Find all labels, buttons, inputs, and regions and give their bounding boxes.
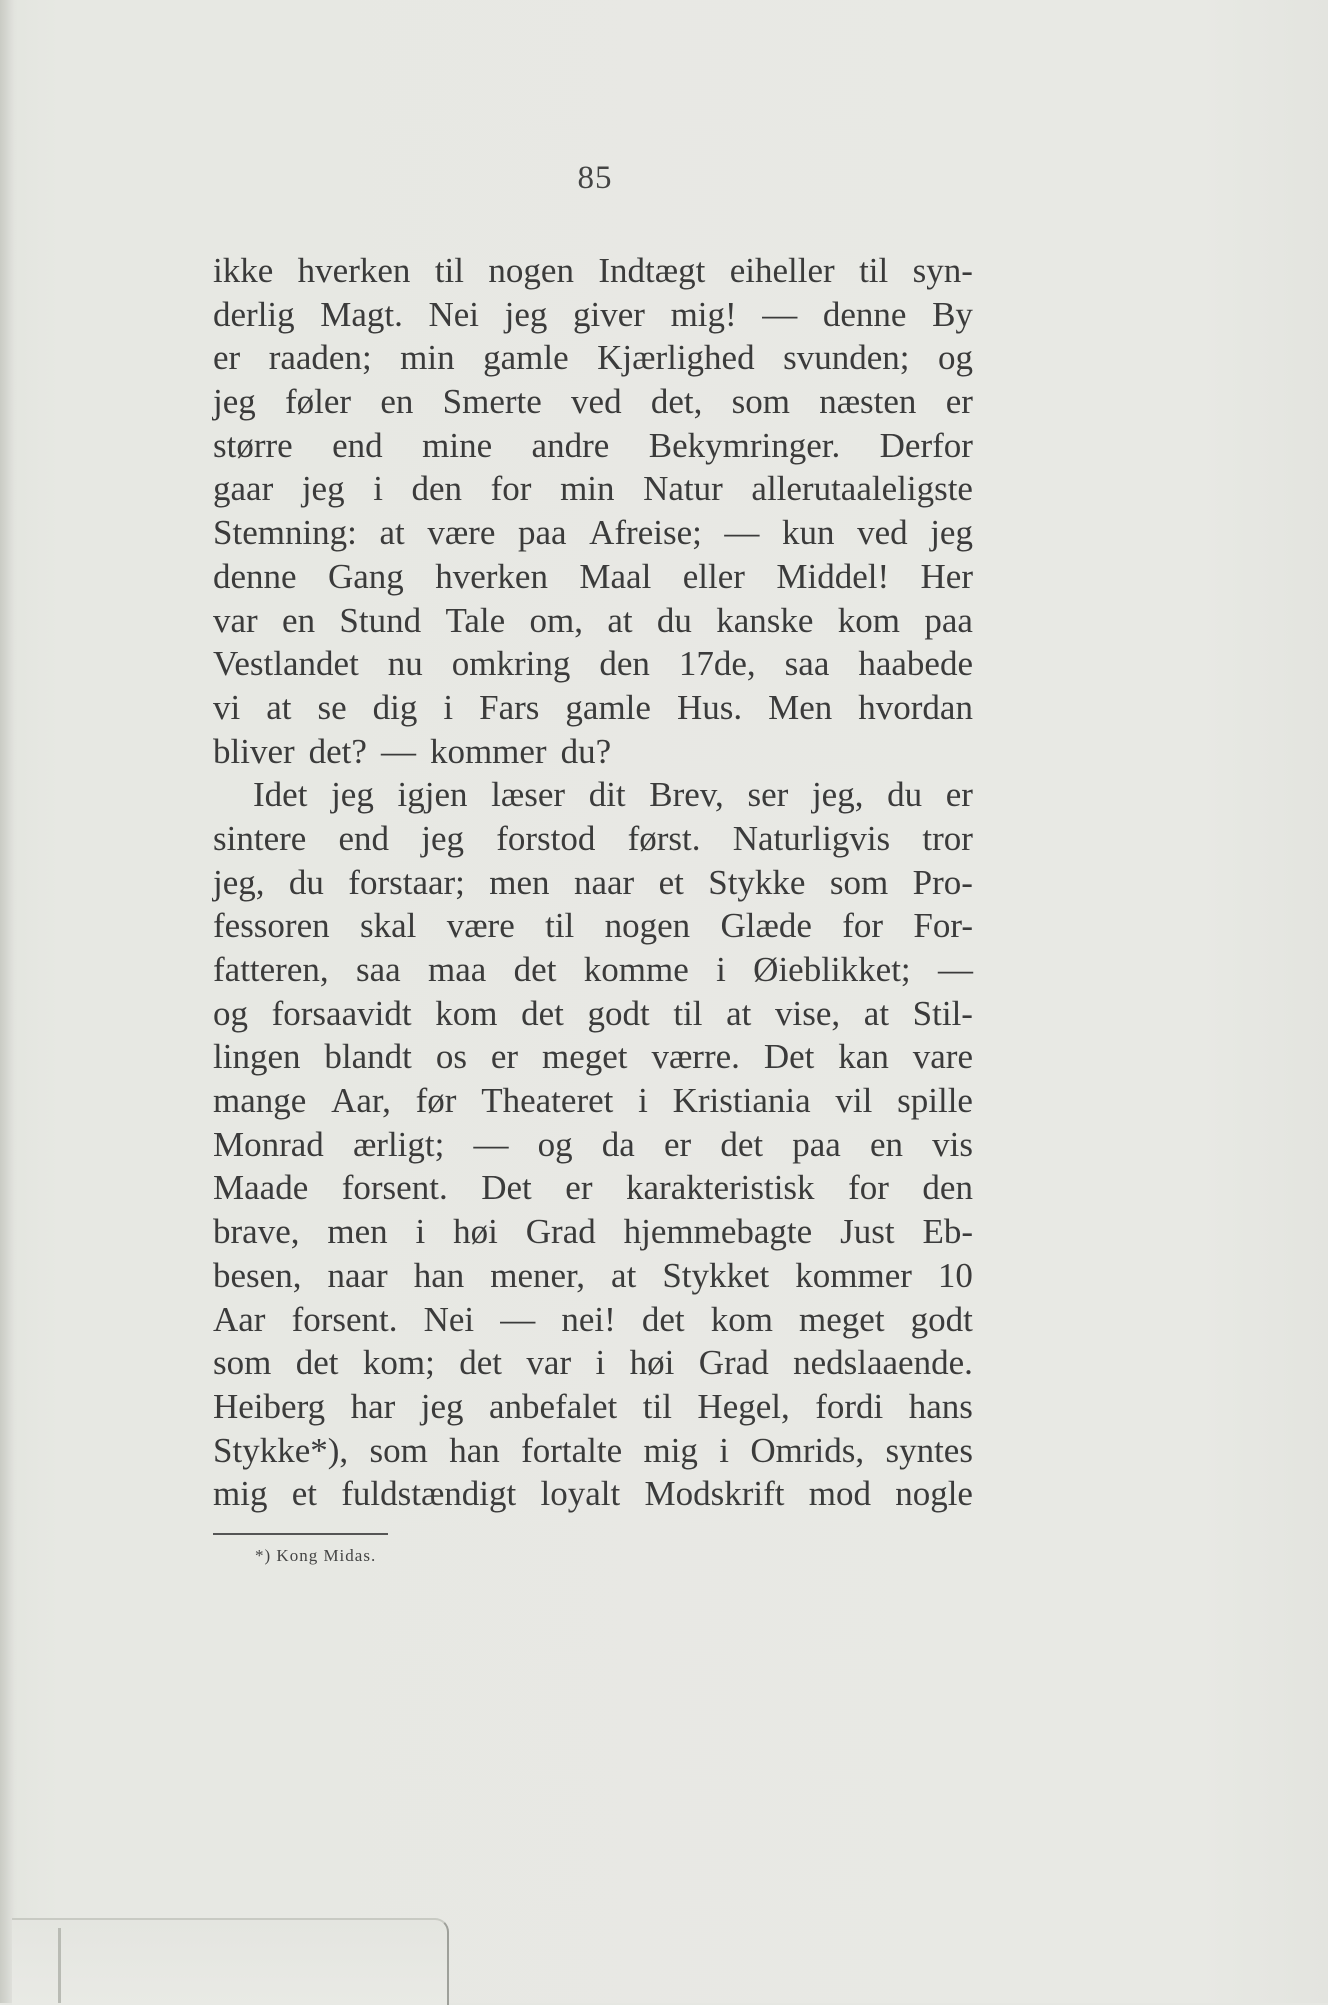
word: kom: [837, 600, 900, 640]
word: paa: [924, 600, 973, 640]
word: derlig: [213, 294, 295, 334]
word: Brev,: [649, 775, 724, 815]
word: Idet: [253, 775, 308, 815]
word: føler: [285, 382, 352, 422]
word: mig: [643, 1430, 698, 1470]
word: vise,: [775, 993, 841, 1033]
word: jeg: [504, 294, 548, 334]
word: som: [731, 382, 790, 422]
text-line: [213, 1385, 973, 1429]
text-line: [213, 380, 973, 424]
word: Bekymringer.: [648, 425, 841, 465]
word: Theateret: [481, 1081, 614, 1121]
word: har: [350, 1386, 396, 1426]
word: nei!: [561, 1299, 616, 1339]
word: Vestlandet: [213, 644, 359, 684]
word: Stykke: [708, 862, 806, 902]
word: være: [446, 906, 515, 946]
word: eiheller: [729, 251, 835, 290]
word: og: [537, 1124, 573, 1164]
text-line: [213, 1035, 973, 1079]
word: du: [288, 862, 324, 902]
word: for: [490, 469, 532, 509]
word: svunden;: [783, 338, 910, 378]
word: end: [332, 425, 383, 465]
word: i: [415, 1212, 426, 1252]
word: kom;: [362, 1343, 435, 1383]
word: en: [869, 1124, 903, 1164]
text-line: [213, 336, 973, 380]
word: Her: [920, 556, 973, 596]
word: en: [380, 382, 414, 422]
word: for: [842, 906, 884, 946]
word: det,: [650, 382, 703, 422]
page-number: 85: [577, 160, 613, 196]
footnote-rule: [213, 1533, 388, 1535]
text-line: [213, 730, 973, 774]
word: for: [848, 1168, 889, 1208]
word: Glæde: [720, 906, 812, 946]
word: i: [716, 950, 726, 989]
word: spille: [897, 1081, 973, 1121]
word: nogen: [604, 906, 691, 946]
word: om,: [529, 600, 583, 640]
word: at: [379, 513, 405, 553]
text-line: [213, 1166, 973, 1210]
word: vare: [912, 1037, 973, 1077]
word: i: [373, 469, 383, 509]
word: var: [526, 1343, 572, 1383]
word: min: [400, 338, 455, 378]
word: Gang: [328, 556, 404, 596]
word: fatteren,: [213, 950, 329, 989]
paragraph-1: [213, 249, 973, 773]
word: Tale: [445, 600, 506, 640]
word: i: [595, 1343, 606, 1383]
word: meget: [799, 1299, 885, 1339]
word: hvordan: [858, 687, 973, 727]
word: komme: [583, 950, 689, 989]
word: gamle: [483, 338, 569, 378]
word: Naturligvis: [732, 818, 891, 858]
word: Omrids,: [750, 1430, 865, 1470]
word: Stemning:: [213, 513, 357, 553]
word: som: [829, 862, 889, 902]
word: jeg: [331, 775, 374, 815]
word: jeg,: [811, 775, 864, 815]
word: jeg: [421, 818, 465, 858]
text-line: [213, 249, 973, 293]
text-line: [213, 861, 973, 905]
word: det: [641, 1299, 685, 1339]
word: os: [435, 1037, 467, 1077]
text-line: [213, 904, 973, 948]
word: Maade: [213, 1168, 309, 1208]
word: fuldstændigt: [341, 1474, 517, 1514]
word: og: [213, 993, 248, 1033]
word: paa: [792, 1124, 841, 1164]
word: forstod: [496, 818, 596, 858]
word: er: [945, 382, 973, 422]
word: fortalte: [521, 1430, 623, 1470]
word: Indtægt: [598, 251, 706, 290]
word: var: [213, 600, 258, 640]
word: besen,: [213, 1255, 302, 1295]
word: Maal: [579, 556, 652, 596]
word: blandt: [324, 1037, 412, 1077]
text-line: [213, 467, 973, 511]
word: kun: [782, 513, 835, 553]
word: høi: [629, 1343, 675, 1383]
word: Stund: [339, 600, 422, 640]
word: til: [859, 251, 889, 290]
word: saa: [355, 950, 401, 989]
word: haabede: [858, 644, 973, 684]
word: raaden;: [268, 338, 372, 378]
word: —: [473, 1124, 509, 1164]
word: næsten: [819, 382, 917, 422]
label-edge: [58, 1928, 61, 2003]
body-text: [213, 249, 973, 1516]
word: først.: [627, 818, 701, 858]
word: at: [726, 993, 752, 1033]
word: det: [295, 1343, 339, 1383]
word: er: [663, 1124, 692, 1164]
word: paa: [517, 513, 567, 553]
word: godt: [910, 1299, 973, 1339]
word: Kristiania: [672, 1081, 811, 1121]
word: karakteristisk: [626, 1168, 815, 1208]
word: hjemmebagte: [623, 1212, 813, 1252]
word: naar: [573, 862, 635, 902]
word: forstaar;: [348, 862, 465, 902]
word: mange: [213, 1081, 307, 1121]
word: Grad: [698, 1343, 769, 1383]
word: ærligt;: [352, 1124, 445, 1164]
word: Øieblikket;: [753, 950, 911, 989]
word: han: [449, 1430, 500, 1470]
footnote: *) Kong Midas.: [255, 1546, 377, 1565]
word: Modskrift: [644, 1474, 785, 1514]
word: Det: [763, 1037, 815, 1077]
word: du?: [560, 731, 612, 771]
text-line: [213, 293, 973, 337]
word: forsaavidt: [271, 993, 412, 1033]
word: hans: [908, 1386, 973, 1426]
word: dig: [372, 687, 418, 727]
word: andre: [531, 425, 610, 465]
word: lingen: [213, 1037, 301, 1077]
word: i: [638, 1081, 648, 1121]
word: Nei: [423, 1299, 475, 1339]
word: kanske: [716, 600, 814, 640]
word: forsent.: [291, 1299, 398, 1339]
word: hverken: [435, 556, 548, 596]
word: mine: [422, 425, 493, 465]
word: Hegel,: [697, 1386, 790, 1426]
word: kom: [435, 993, 498, 1033]
word: som: [369, 1430, 428, 1470]
word: Middel!: [776, 556, 890, 596]
word: igjen: [397, 775, 468, 815]
word: et: [658, 862, 684, 902]
word: dit: [588, 775, 626, 815]
word: ser: [747, 775, 789, 815]
word: en: [282, 600, 316, 640]
word: Hus.: [676, 687, 743, 727]
word: hverken: [297, 251, 411, 290]
text-line: [213, 555, 973, 599]
word: det: [513, 950, 557, 989]
word: Eb-: [922, 1212, 973, 1252]
word: forsent.: [341, 1168, 448, 1208]
text-line: [213, 948, 973, 992]
word: Afreise;: [589, 513, 702, 553]
word: Grad: [525, 1212, 596, 1252]
word: ved: [857, 513, 908, 553]
word: den: [411, 469, 463, 509]
word: Fars: [479, 687, 540, 727]
word: det: [521, 993, 564, 1033]
word: Men: [768, 687, 833, 727]
word: Pro-: [912, 862, 973, 902]
word: gaar: [213, 469, 274, 509]
word: brave,: [213, 1212, 300, 1252]
text-line: [213, 817, 973, 861]
word: fessoren: [213, 906, 330, 946]
word: værre.: [651, 1037, 740, 1077]
word: vi: [213, 687, 241, 727]
word: ved: [571, 382, 622, 422]
word: til: [545, 906, 575, 946]
word: denne: [822, 294, 907, 334]
text-line: [213, 1079, 973, 1123]
word: til: [673, 993, 703, 1033]
word: —: [500, 1299, 536, 1339]
text-line: [213, 1341, 973, 1385]
word: vil: [835, 1081, 873, 1121]
word: giver: [573, 294, 645, 334]
word: til: [642, 1386, 672, 1426]
word: allerutaaleligste: [751, 469, 973, 509]
word: Stykke*),: [213, 1430, 349, 1470]
word: mig!: [670, 294, 737, 334]
text-line: [213, 1472, 973, 1516]
word: du: [887, 775, 923, 815]
page-spine-shadow: [0, 0, 14, 2003]
text-line: [213, 1298, 973, 1342]
word: mod: [808, 1474, 871, 1514]
word: kom: [710, 1299, 773, 1339]
word: men: [489, 862, 550, 902]
word: syn-: [912, 251, 973, 290]
word: gamle: [565, 687, 651, 727]
word: høi: [453, 1212, 498, 1252]
word: som: [213, 1343, 272, 1383]
word: nogen: [488, 251, 574, 290]
word: i: [443, 687, 454, 727]
text-line: [213, 511, 973, 555]
word: større: [213, 425, 293, 465]
word: nedslaaende.: [793, 1343, 973, 1383]
word: —: [762, 294, 798, 334]
word: —: [724, 513, 760, 553]
word: det?: [308, 731, 367, 771]
word: du: [656, 600, 692, 640]
word: at: [266, 687, 292, 727]
word: naar: [327, 1255, 388, 1295]
word: og: [937, 338, 973, 378]
word: loyalt: [540, 1474, 621, 1514]
word: Heiberg: [213, 1386, 326, 1426]
word: kan: [838, 1037, 889, 1077]
word: til: [434, 251, 464, 290]
word: læser: [491, 775, 566, 815]
word: jeg: [930, 513, 973, 553]
word: at: [607, 600, 633, 640]
word: godt: [587, 993, 650, 1033]
word: For-: [913, 906, 973, 946]
word: tror: [922, 818, 973, 858]
word: Aar: [213, 1299, 266, 1339]
library-label-sticker: [12, 1918, 449, 2005]
word: —: [937, 950, 973, 989]
word: anbefalet: [489, 1386, 618, 1426]
word: nogle: [895, 1474, 973, 1514]
word: Natur: [643, 469, 723, 509]
word: nu: [387, 644, 423, 684]
text-line: [213, 424, 973, 468]
word: denne: [213, 556, 297, 596]
text-line: [213, 1254, 973, 1298]
word: Nei: [428, 294, 480, 334]
word: han: [413, 1255, 465, 1295]
word: jeg: [420, 1386, 464, 1426]
word: det: [459, 1343, 503, 1383]
word: vis: [932, 1124, 973, 1164]
word: meget: [541, 1037, 628, 1077]
word: før: [415, 1081, 457, 1121]
word: er: [565, 1168, 593, 1208]
word: eller: [682, 556, 745, 596]
word: sintere: [213, 818, 307, 858]
word: Smerte: [442, 382, 542, 422]
word: 17de,: [678, 644, 756, 684]
word: Just: [840, 1212, 895, 1252]
word: er: [490, 1037, 519, 1077]
word: mener,: [490, 1255, 586, 1295]
paragraph-2: [213, 773, 973, 1516]
word: kommer: [795, 1255, 912, 1295]
text-line: [213, 1123, 973, 1167]
word: Magt.: [320, 294, 403, 334]
word: et: [291, 1474, 317, 1514]
word: det: [720, 1124, 764, 1164]
word: 10: [937, 1255, 973, 1295]
word: bliver: [213, 731, 295, 771]
word: Monrad: [213, 1124, 324, 1164]
word: Det: [481, 1168, 532, 1208]
word: den: [922, 1168, 973, 1208]
text-line: [213, 992, 973, 1036]
text-line: [213, 599, 973, 643]
word: jeg,: [213, 862, 265, 902]
word: maa: [428, 950, 487, 989]
word: er: [213, 338, 241, 378]
text-line: [213, 642, 973, 686]
word: være: [427, 513, 496, 553]
word: at: [863, 993, 890, 1033]
word: end: [338, 818, 390, 858]
word: i: [719, 1430, 730, 1470]
word: saa: [784, 644, 830, 684]
word: Stykket: [662, 1255, 770, 1295]
word: mig: [213, 1474, 268, 1514]
text-line: [213, 1429, 973, 1473]
word: kommer: [429, 731, 547, 771]
word: den: [599, 644, 650, 684]
word: syntes: [885, 1430, 973, 1470]
text-line: [213, 1210, 973, 1254]
word: Stil-: [912, 993, 973, 1033]
text-line: [213, 773, 973, 817]
word: Kjærlighed: [597, 338, 755, 378]
word: da: [601, 1124, 635, 1164]
word: se: [317, 687, 347, 727]
word: at: [611, 1255, 637, 1295]
word: jeg: [213, 382, 256, 422]
word: jeg: [301, 469, 345, 509]
word: omkring: [451, 644, 571, 684]
word: skal: [359, 906, 417, 946]
word: By: [932, 294, 973, 334]
word: er: [945, 775, 973, 815]
word: —: [380, 731, 416, 771]
word: Aar,: [331, 1081, 391, 1121]
word: Derfor: [879, 425, 973, 465]
word: ikke: [213, 251, 274, 290]
word: fordi: [815, 1386, 884, 1426]
word: min: [560, 469, 615, 509]
word: men: [327, 1212, 388, 1252]
text-line: [213, 686, 973, 730]
